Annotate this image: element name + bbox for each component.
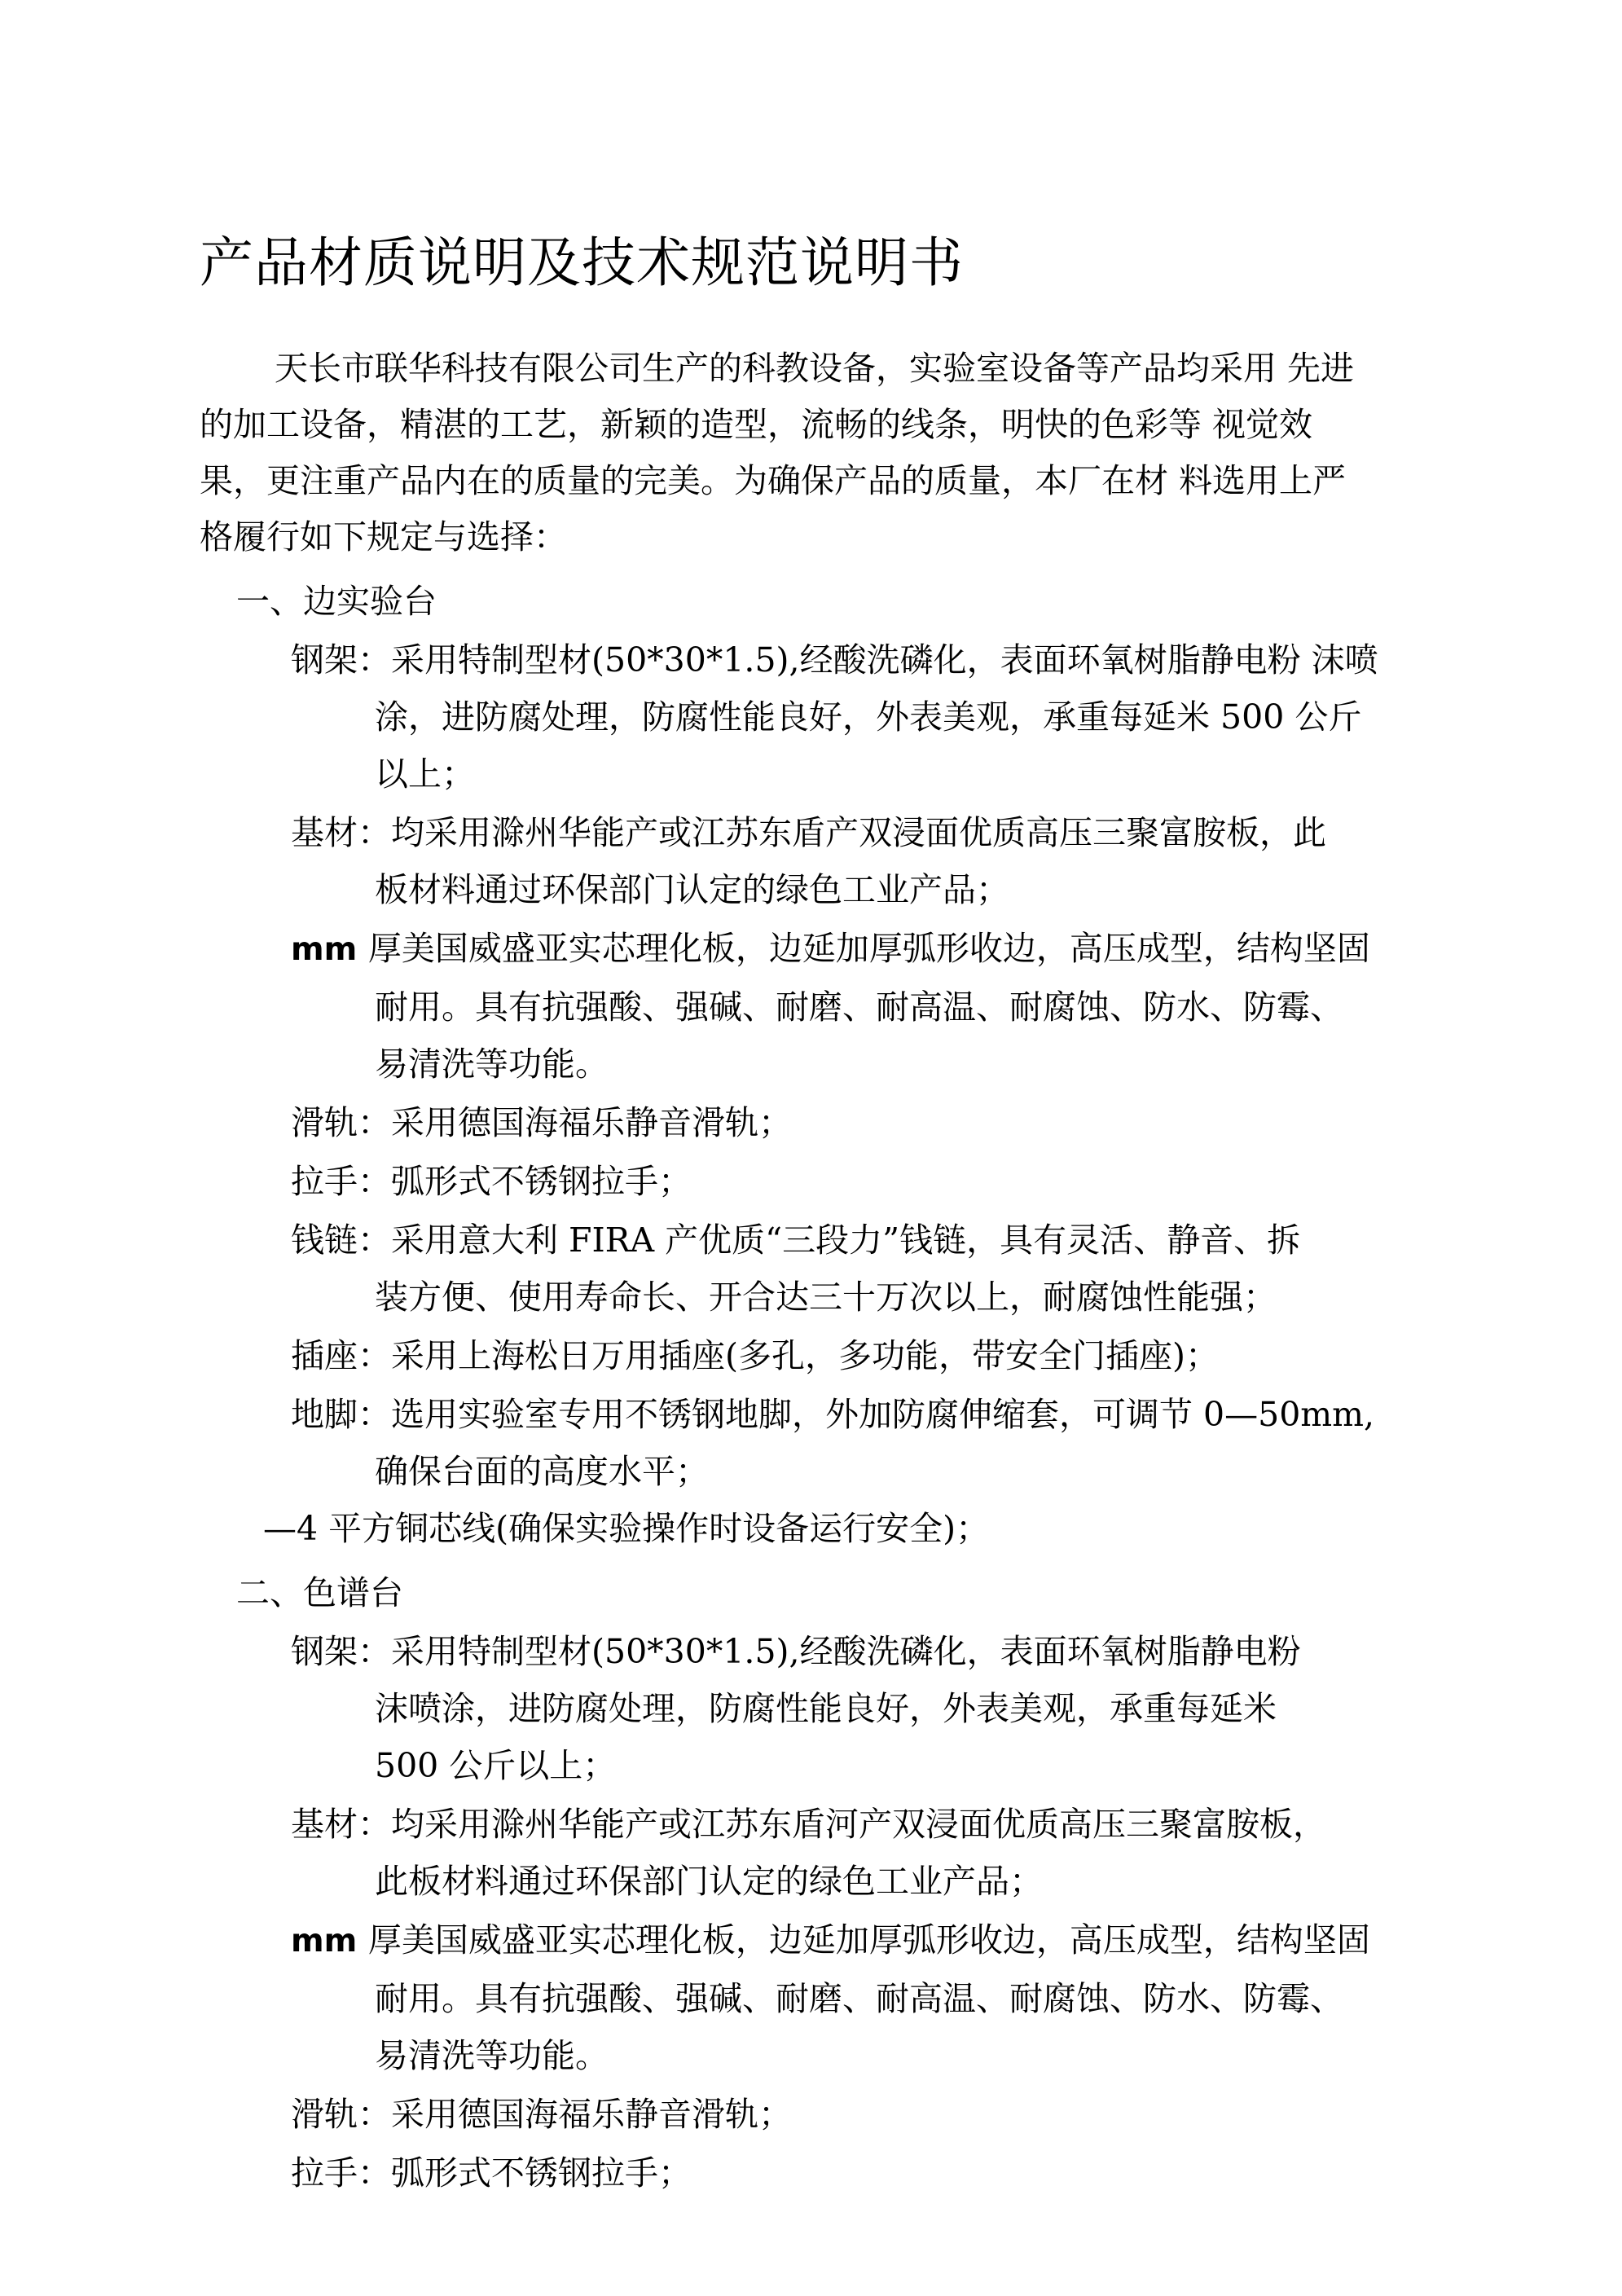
entry-text: 均采用滁州华能产或江苏东盾产双浸面优质高压三聚富胺板，此 <box>391 813 1326 852</box>
entry-first-line <box>200 1327 1470 1384</box>
entry-label: mm <box>291 931 368 968</box>
entry-text: 弧形式不锈钢拉手； <box>391 1162 692 1201</box>
entry-first-line <box>200 2086 1470 2143</box>
section-heading: 二、色谱台 <box>236 1573 403 1612</box>
entry-first-line <box>200 1094 1470 1151</box>
entry-gangjia <box>200 631 1470 803</box>
entry-huagui <box>200 1094 1470 1151</box>
document-body <box>200 0 1470 2201</box>
entry-cont-line: 以上； <box>375 754 475 794</box>
entry-huagui-2 <box>200 2086 1470 2143</box>
entry-cont-line: 耐用。具有抗强酸、强碱、耐磨、耐高温、耐腐蚀、防水、防霉、 <box>375 1979 1343 2018</box>
section-trailing-line: —4 平方铜芯线(确保实验操作时设备运行安全)； <box>263 1509 990 1548</box>
entry-cont-line: 500 公斤以上； <box>375 1746 617 1785</box>
entry-mm-lihuaban-2 <box>200 1911 1470 2084</box>
intro-line: 格履行如下规定与选择： <box>200 517 567 556</box>
entry-cont-line: 易清洗等功能。 <box>375 1045 609 1084</box>
page-title: 产品材质说明及技术规范说明书 <box>200 231 964 294</box>
entry-label: 拉手： <box>291 2153 391 2193</box>
entry-label: mm <box>291 1923 368 1960</box>
intro-line: 果，更注重产品内在的质量的完美。为确保产品的质量，本厂在材 料选用上严 <box>200 461 1347 500</box>
entry-text: 厚美国威盛亚实芯理化板，边延加厚弧形收边，高压成型，结构坚固 <box>367 1920 1370 1960</box>
entry-label: 基材： <box>291 813 391 852</box>
entry-cont-line: 沫喷涂，进防腐处理，防腐性能良好，外表美观，承重每延米 <box>375 1689 1277 1728</box>
section-sepu-tai <box>200 1565 1470 2201</box>
entry-chazuo <box>200 1327 1470 1384</box>
intro-paragraph <box>200 341 1470 565</box>
entry-text: 采用德国海福乐静音滑轨； <box>391 2095 792 2134</box>
section-heading: 一、边实验台 <box>236 582 437 621</box>
section-bian-shiyantai <box>200 574 1470 1557</box>
entry-label: 钱链： <box>291 1221 391 1260</box>
entry-cont-line: 板材料通过环保部门认定的绿色工业产品； <box>375 870 1009 909</box>
entry-first-line <box>200 2144 1470 2201</box>
entry-first-line <box>200 631 1470 688</box>
entry-label: 拉手： <box>291 1162 391 1201</box>
intro-line: 天长市联华科技有限公司生产的科教设备，实验室设备等产品均采用 先进 <box>275 349 1355 388</box>
entry-first-line <box>200 1212 1470 1269</box>
entry-cont-line: 此板材料通过环保部门认定的绿色工业产品； <box>375 1862 1043 1901</box>
entry-lashou-2 <box>200 2144 1470 2201</box>
entry-text: 采用德国海福乐静音滑轨； <box>391 1103 792 1142</box>
entry-qianlian <box>200 1212 1470 1326</box>
entry-cont-line: 易清洗等功能。 <box>375 2036 609 2075</box>
entry-text: 采用上海松日万用插座(多孔，多功能，带安全门插座)； <box>391 1336 1219 1375</box>
entry-jicai-2 <box>200 1796 1470 1910</box>
entry-mm-lihuaban <box>200 920 1470 1093</box>
entry-cont-line: 涂，进防腐处理，防腐性能良好，外表美观，承重每延米 500 公斤 <box>375 697 1362 737</box>
entry-label: 插座： <box>291 1336 391 1375</box>
entry-jicai <box>200 804 1470 918</box>
entry-text: 均采用滁州华能产或江苏东盾河产双浸面优质高压三聚富胺板， <box>391 1805 1326 1844</box>
entry-first-line <box>200 1911 1470 1970</box>
entry-first-line <box>200 1386 1470 1443</box>
entry-first-line <box>200 1796 1470 1853</box>
entry-text: 采用特制型材(50*30*1.5),经酸洗磷化，表面环氧树脂静电粉 沫喷 <box>391 640 1378 680</box>
entry-text: 弧形式不锈钢拉手； <box>391 2153 692 2193</box>
entry-text: 厚美国威盛亚实芯理化板，边延加厚弧形收边，高压成型，结构坚固 <box>367 929 1370 968</box>
entry-first-line <box>200 1623 1470 1680</box>
entry-dijiao <box>200 1386 1470 1500</box>
entry-label: 滑轨： <box>291 1103 391 1142</box>
entry-label: 地脚： <box>291 1395 391 1434</box>
entry-label: 钢架： <box>291 640 391 680</box>
entry-first-line <box>200 1153 1470 1210</box>
entry-cont-line: 装方便、使用寿命长、开合达三十万次以上，耐腐蚀性能强； <box>375 1278 1277 1317</box>
entry-first-line <box>200 804 1470 861</box>
entry-first-line <box>200 920 1470 979</box>
entry-cont-line: 确保台面的高度水平； <box>375 1452 709 1491</box>
entry-text: 选用实验室专用不锈钢地脚，外加防腐伸缩套，可调节 0—50mm, <box>391 1395 1375 1434</box>
entry-text: 采用特制型材(50*30*1.5),经酸洗磷化，表面环氧树脂静电粉 <box>391 1632 1301 1671</box>
entry-label: 滑轨： <box>291 2095 391 2134</box>
entry-label: 基材： <box>291 1805 391 1844</box>
entry-text: 采用意大利 FIRA 产优质“三段力”钱链，具有灵活、静音、拆 <box>391 1221 1301 1260</box>
entry-label: 钢架： <box>291 1632 391 1671</box>
entry-gangjia-2 <box>200 1623 1470 1794</box>
intro-line: 的加工设备，精湛的工艺，新颖的造型，流畅的线条，明快的色彩等 视觉效 <box>200 405 1313 444</box>
entry-lashou <box>200 1153 1470 1210</box>
entry-cont-line: 耐用。具有抗强酸、强碱、耐磨、耐高温、耐腐蚀、防水、防霉、 <box>375 987 1343 1027</box>
